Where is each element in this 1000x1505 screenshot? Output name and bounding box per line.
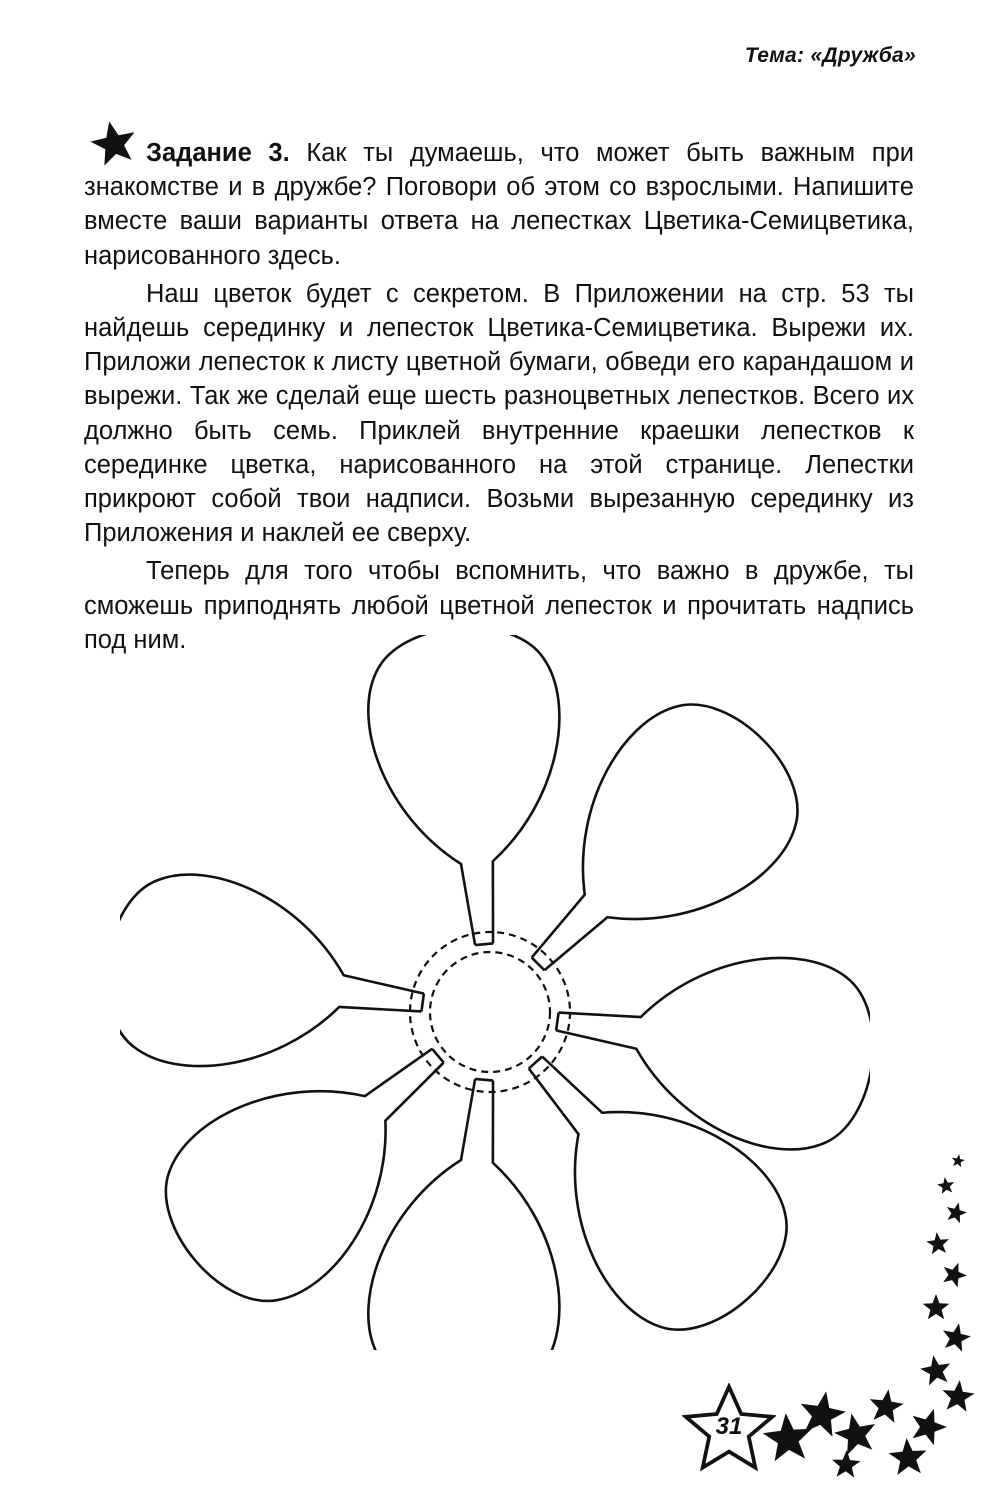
star-icon bbox=[952, 1154, 965, 1167]
star-icon bbox=[943, 1380, 975, 1412]
star-icon bbox=[870, 1389, 904, 1423]
star-icon bbox=[926, 1232, 949, 1254]
task-star-icon bbox=[90, 120, 138, 168]
star-icon bbox=[832, 1450, 861, 1478]
star-icon bbox=[913, 1409, 947, 1445]
star-icon bbox=[920, 1355, 950, 1385]
star-icon bbox=[889, 1438, 927, 1475]
page-topic-header: Тема: «Дружба» bbox=[744, 44, 916, 67]
page-number: 31 bbox=[715, 1413, 743, 1440]
instructions-paragraph: Наш цветок будет с секретом. В Приложении на стр. 53 ты найдешь серединку и лепесток Цветика-Семицветика. Вырежи их. Приложи лепесток к листу цветной бумаги, обведи его карандашом и вырежи. Так же сделай еще шесть разноцветных лепестков. Всего их должно быть семь. Приклей внутренние краешки лепестков к серединке цветка, нарисованного на этой странице. Лепестки прикроют собой твои надписи. Возьми вырезанную серединку из Приложения и наклей ее сверху. bbox=[84, 279, 914, 548]
task-title: Задание 3. bbox=[146, 139, 290, 167]
flower-petal bbox=[361, 635, 579, 953]
flower-center-outer-ring bbox=[410, 932, 570, 1092]
star-icon bbox=[834, 1414, 875, 1456]
star-icon bbox=[943, 1263, 967, 1288]
flower-petal bbox=[544, 927, 870, 1160]
task-paragraph bbox=[84, 136, 914, 273]
star-icon bbox=[937, 1177, 954, 1194]
text-content bbox=[84, 136, 914, 657]
star-icon bbox=[923, 1294, 950, 1319]
flower-petal bbox=[120, 864, 436, 1097]
flower-center-inner-ring bbox=[430, 952, 550, 1072]
star-icon bbox=[943, 1323, 971, 1351]
flower-petal bbox=[133, 983, 499, 1333]
page-number-badge bbox=[682, 1383, 776, 1477]
task-text: Как ты думаешь, что может быть важным при знакомстве и в дружбе? Поговори об этом со взрослыми. Напишите вместе ваши варианты ответа на лепестках Цветика-Семицветика, нарисованного здесь. bbox=[84, 139, 915, 270]
flower-petal bbox=[471, 672, 830, 1031]
closing-paragraph: Теперь для того чтобы вспомнить, что важно в дружбе, ты сможешь приподнять любой цветной лепесток и прочитать надпись под ним. bbox=[84, 557, 914, 654]
star-icon bbox=[947, 1202, 967, 1223]
